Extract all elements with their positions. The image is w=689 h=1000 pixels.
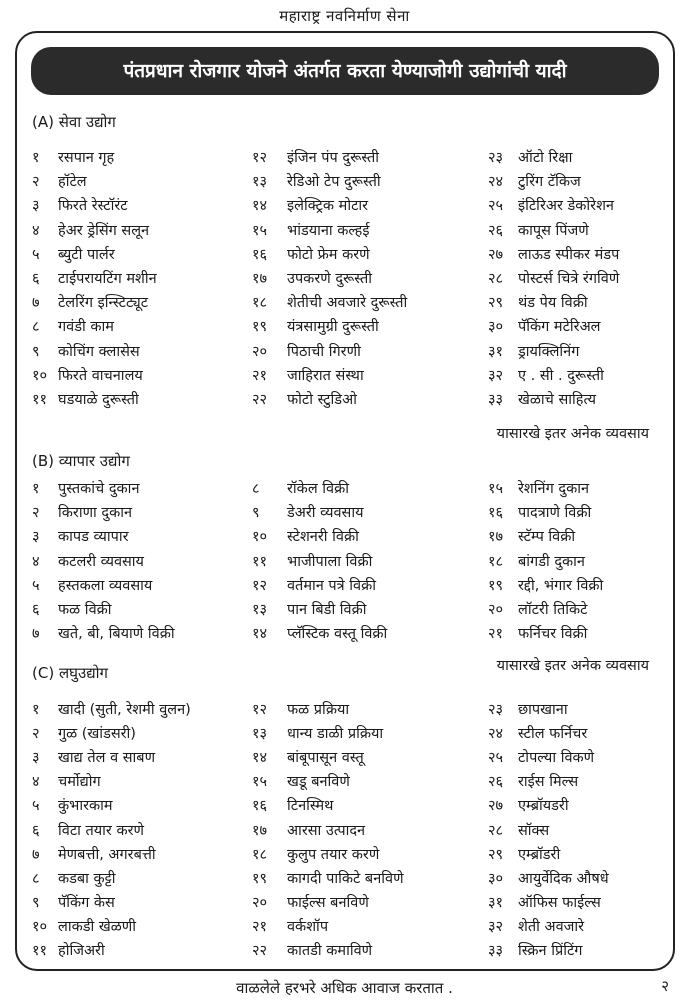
list-item-label: खडू बनविणे xyxy=(287,774,350,791)
section-title: (A) सेवा उद्योग xyxy=(32,113,116,131)
list-item-number: २८ xyxy=(488,822,504,839)
list-item-label: राईस मिल्स xyxy=(518,774,579,791)
list-item-label: पादत्राणे विक्री xyxy=(518,505,592,522)
list-item-number: १२ xyxy=(252,577,268,594)
list-item-number: २२ xyxy=(252,943,268,959)
list-item-label: विटा तयार करणे xyxy=(58,822,145,839)
list-item-number: २५ xyxy=(488,750,504,767)
list-item-number: २० xyxy=(252,343,268,360)
list-item-label: धान्य डाळी प्रक्रिया xyxy=(287,726,384,743)
list-item-number: २० xyxy=(488,602,504,618)
list-item-label: हेअर ड्रेसिंग सलून xyxy=(58,222,150,239)
list-item-number: ३१ xyxy=(488,894,504,911)
list-item-label: खते, बी, बियाणे विक्री xyxy=(58,626,175,643)
list-item-label: छापखाना xyxy=(518,702,568,718)
list-item-label: गुळ (खांडसरी) xyxy=(58,726,136,743)
list-item-number: १२ xyxy=(252,150,268,166)
list-item-number: २ xyxy=(32,505,40,522)
list-item-label: घडयाळे दुरूस्ती xyxy=(58,392,139,408)
list-item-label: फिरते वाचनालय xyxy=(58,367,143,384)
list-item-label: होजिअरी xyxy=(58,943,105,959)
list-item-number: ९ xyxy=(32,343,40,360)
list-item-label: ऑफिस फाईल्स xyxy=(518,894,601,911)
list-item-number: २७ xyxy=(488,798,504,815)
list-item-label: उपकरणे दुरूस्ती xyxy=(287,271,372,287)
list-item-number: ४ xyxy=(32,774,40,791)
list-item-number: ६ xyxy=(32,271,40,287)
list-item-number: १५ xyxy=(252,222,268,239)
list-item-label: गवंडी काम xyxy=(58,319,114,336)
list-item-label: फोटो स्टुडिओ xyxy=(287,392,357,408)
list-item-number: २२ xyxy=(252,392,268,408)
list-item-label: रेडिओ टेप दुरूस्ती xyxy=(287,174,381,191)
list-item-label: रेशनिंग दुकान xyxy=(518,481,590,497)
list-item-label: बांबूपासून वस्तू xyxy=(287,750,364,767)
list-item-label: कागदी पाकिटे बनविणे xyxy=(287,870,404,887)
list-item-number: १६ xyxy=(252,798,268,815)
list-item-number: २६ xyxy=(488,774,504,791)
list-item-number: १६ xyxy=(488,505,504,522)
list-item-number: १९ xyxy=(252,870,268,887)
list-item-label: हॉटेल xyxy=(58,174,87,191)
list-item-label: स्टॅम्प विक्री xyxy=(518,529,576,546)
list-item-number: २१ xyxy=(252,367,268,384)
list-item-number: ३ xyxy=(32,529,40,546)
list-item-label: ब्युटी पार्लर xyxy=(58,246,115,263)
list-item-label: कापूस पिंजणे xyxy=(518,222,589,239)
list-item-number: १४ xyxy=(252,750,268,767)
list-item-label: खाद्य तेल व साबण xyxy=(58,750,156,767)
list-item-label: ऑटो रिक्षा xyxy=(518,150,573,166)
list-item-label: सॉक्स xyxy=(518,822,550,839)
list-item-label: ए . सी . दुरूस्ती xyxy=(518,367,604,384)
list-item-number: १० xyxy=(32,918,48,935)
list-item-label: पुस्तकांचे दुकान xyxy=(58,481,140,497)
list-item-label: पॅकिंग मटेरिअल xyxy=(518,319,601,336)
list-item-label: हस्तकला व्यवसाय xyxy=(58,577,153,594)
list-item-number: १८ xyxy=(252,846,268,863)
list-item-number: २९ xyxy=(488,846,504,863)
list-item-number: २ xyxy=(32,726,40,743)
list-item-label: किराणा दुकान xyxy=(58,505,133,522)
list-item-label: एम्ब्रॉडरी xyxy=(518,846,561,863)
list-item-label: स्क्रिन प्रिंटिंग xyxy=(518,943,583,959)
section-title: (C) लघुउद्योग xyxy=(32,664,108,682)
list-item-label: टाईपरायटिंग मशीन xyxy=(58,271,157,287)
list-item-number: ११ xyxy=(252,553,268,570)
list-item-number: १५ xyxy=(252,774,268,791)
list-item-label: लाऊड स्पीकर मंडप xyxy=(518,246,620,263)
list-item-label: वर्कशॉप xyxy=(287,918,329,935)
list-item-number: २७ xyxy=(488,246,504,263)
list-item-number: १६ xyxy=(252,246,268,263)
list-item-number: ३३ xyxy=(488,943,504,959)
footer-quote: वाळलेले हरभरे अधिक आवाज करतात . xyxy=(236,979,453,997)
list-item-label: पान बिडी विक्री xyxy=(287,602,367,618)
list-item-label: कडबा कुट्टी xyxy=(58,870,116,887)
list-item-number: २३ xyxy=(488,150,504,166)
list-item-label: चर्मोद्योग xyxy=(58,774,101,791)
list-item-number: ५ xyxy=(32,798,40,815)
list-item-label: फाईल्स बनविणे xyxy=(287,894,369,911)
list-item-number: ४ xyxy=(32,553,40,570)
list-item-number: १५ xyxy=(488,481,504,497)
list-item-label: कातडी कमाविणे xyxy=(287,943,373,959)
list-item-number: २८ xyxy=(488,271,504,287)
list-item-label: टिनस्मिथ xyxy=(287,798,334,815)
list-item-number: १२ xyxy=(252,702,268,718)
list-item-number: ३१ xyxy=(488,343,504,360)
list-item-number: १७ xyxy=(488,529,504,546)
list-item-label: कटलरी व्यवसाय xyxy=(58,553,144,570)
list-item-label: पोस्टर्स चित्रे रंगविणे xyxy=(518,271,620,287)
list-item-label: खादी (सुती, रेशमी वुलन) xyxy=(58,702,191,718)
list-item-number: १७ xyxy=(252,271,268,287)
list-item-number: १ xyxy=(32,481,40,497)
list-item-label: कोचिंग क्लासेस xyxy=(58,343,140,360)
list-item-label: टुरिंग टॅकिज xyxy=(518,174,581,191)
list-item-number: १७ xyxy=(252,822,268,839)
list-item-number: ५ xyxy=(32,577,40,594)
list-item-label: रसपान गृह xyxy=(58,150,115,166)
list-item-number: ४ xyxy=(32,222,40,239)
list-item-number: २३ xyxy=(488,702,504,718)
list-item-number: २६ xyxy=(488,222,504,239)
list-item-number: १३ xyxy=(252,174,268,191)
list-item-number: २० xyxy=(252,894,268,911)
list-item-label: मेणबत्ती, अगरबत्ती xyxy=(58,846,156,863)
list-item-number: ८ xyxy=(32,319,40,336)
list-item-number: १९ xyxy=(488,577,504,594)
list-item-number: १८ xyxy=(252,295,268,312)
list-item-label: भाजीपाला विक्री xyxy=(287,553,373,570)
list-item-number: ३० xyxy=(488,319,504,336)
list-item-number: २१ xyxy=(252,918,268,935)
list-item-number: १४ xyxy=(252,198,268,215)
list-item-label: आयुर्वेदिक औषधे xyxy=(518,870,609,887)
list-item-label: पिठाची गिरणी xyxy=(287,343,361,360)
list-item-number: २ xyxy=(32,174,40,191)
list-item-number: ३ xyxy=(32,750,40,767)
section-note: यासारखे इतर अनेक व्यवसाय xyxy=(496,426,649,442)
list-item-label: बांगडी दुकान xyxy=(518,553,585,570)
list-item-number: १ xyxy=(32,150,40,166)
list-item-label: टोपल्या विकणे xyxy=(518,750,595,767)
section-title: (B) व्यापार उद्योग xyxy=(32,452,130,470)
list-item-label: टेलरिंग इन्स्टिट्यूट xyxy=(58,295,148,312)
list-item-label: फळ विक्री xyxy=(58,602,112,618)
list-item-number: २४ xyxy=(488,174,504,191)
list-item-number: २४ xyxy=(488,726,504,743)
list-item-number: २१ xyxy=(488,626,504,643)
list-item-label: वर्तमान पत्रे विक्री xyxy=(287,577,376,594)
list-item-label: फळ प्रक्रिया xyxy=(287,702,350,718)
list-item-label: फिरते रेस्टॉरंट xyxy=(58,198,128,215)
list-item-number: ३ xyxy=(32,198,40,215)
list-item-label: इंजिन पंप दुरूस्ती xyxy=(287,150,379,166)
list-item-number: ९ xyxy=(32,894,40,911)
list-item-number: २५ xyxy=(488,198,504,215)
list-item-number: १० xyxy=(32,367,48,384)
list-item-number: ६ xyxy=(32,602,40,618)
list-item-label: प्लॅस्टिक वस्तू विक्री xyxy=(287,626,388,643)
list-item-number: ३० xyxy=(488,870,504,887)
list-item-number: ५ xyxy=(32,246,40,263)
list-item-label: जाहिरात संस्था xyxy=(287,367,364,384)
list-item-number: ११ xyxy=(32,392,48,408)
list-item-number: १४ xyxy=(252,626,268,643)
list-item-label: एम्ब्रॉयडरी xyxy=(518,798,569,815)
list-item-label: पॅकिंग केस xyxy=(58,894,115,911)
list-item-label: शेती अवजारे xyxy=(518,918,585,935)
list-item-label: यंत्रसामुग्री दुरूस्ती xyxy=(287,319,379,336)
list-item-label: स्टेशनरी विक्री xyxy=(287,529,359,546)
list-item-label: खेळाचे साहित्य xyxy=(518,392,597,408)
document-title: पंतप्रधान रोजगार योजने अंतर्गत करता येण्याजोगी उद्योगांची यादी xyxy=(31,47,659,95)
list-item-label: इंटिरिअर डेकोरेशन xyxy=(518,198,614,215)
section-note: यासारखे इतर अनेक व्यवसाय xyxy=(496,658,649,674)
list-item-label: थंड पेय विक्री xyxy=(518,295,588,312)
list-item-number: ३३ xyxy=(488,392,504,408)
list-item-label: कुलुप तयार करणे xyxy=(287,846,380,863)
list-item-label: कापड व्यापार xyxy=(58,529,129,546)
list-item-label: ड्रायक्लिनिंग xyxy=(518,343,580,360)
list-item-label: रॉकेल विक्री xyxy=(287,481,349,497)
list-item-label: कुंभारकाम xyxy=(58,798,113,815)
list-item-label: फोटो फ्रेम करणे xyxy=(287,246,370,263)
list-item-number: १ xyxy=(32,702,40,718)
list-item-label: फर्निचर विक्री xyxy=(518,626,588,643)
list-item-number: १८ xyxy=(488,553,504,570)
list-item-number: ८ xyxy=(252,481,260,497)
list-item-number: ९ xyxy=(252,505,260,522)
list-item-label: भांडयाना कल्हई xyxy=(287,222,370,239)
list-item-number: ११ xyxy=(32,943,48,959)
list-item-number: ७ xyxy=(32,846,40,863)
list-item-label: इलेक्ट्रिक मोटार xyxy=(287,198,369,215)
list-item-number: ३२ xyxy=(488,367,504,384)
list-item-number: ७ xyxy=(32,295,40,312)
list-item-label: डेअरी व्यवसाय xyxy=(287,505,364,522)
page-number: २ xyxy=(661,977,669,995)
list-item-number: १३ xyxy=(252,602,268,618)
list-item-label: स्टील फर्निचर xyxy=(518,726,588,743)
list-item-number: ७ xyxy=(32,626,40,643)
list-item-label: शेतीची अवजारे दुरूस्ती xyxy=(287,295,408,312)
list-item-number: १९ xyxy=(252,319,268,336)
list-item-label: लाकडी खेळणी xyxy=(58,918,136,935)
list-item-number: ८ xyxy=(32,870,40,887)
list-item-number: ३२ xyxy=(488,918,504,935)
list-item-number: ६ xyxy=(32,822,40,839)
page-header: महाराष्ट्र नवनिर्माण सेना xyxy=(279,7,410,25)
list-item-label: रद्दी, भंगार विक्री xyxy=(518,577,604,594)
list-item-number: २९ xyxy=(488,295,504,312)
list-item-label: लॉटरी तिकिटे xyxy=(518,602,588,618)
list-item-label: आरसा उत्पादन xyxy=(287,822,366,839)
list-item-number: १० xyxy=(252,529,268,546)
list-item-number: १३ xyxy=(252,726,268,743)
